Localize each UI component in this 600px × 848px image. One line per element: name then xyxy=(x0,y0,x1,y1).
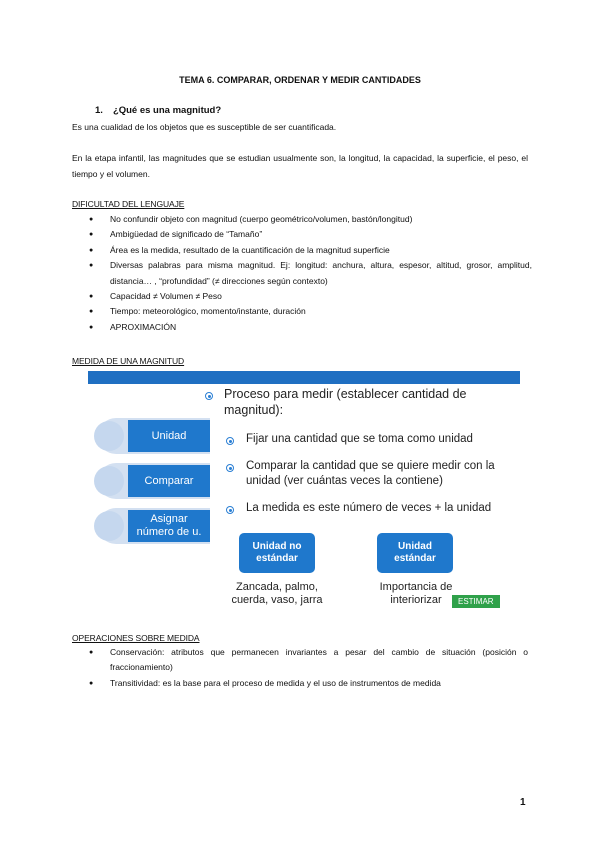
definition-text: Es una cualidad de los objetos que es susceptible de ser cuantificada. xyxy=(72,122,337,132)
list-item: ● APROXIMACIÓN xyxy=(72,320,532,335)
estimate-tag: ESTIMAR xyxy=(452,595,500,608)
sub-bullet-icon xyxy=(226,464,234,472)
sub-bullet-icon xyxy=(226,506,234,514)
list-item: ● Tiempo: meteorológico, momento/instante, duración xyxy=(72,304,532,319)
diagram-top-band xyxy=(88,371,520,384)
heading-text: ¿Qué es una magnitud? xyxy=(112,105,222,116)
page-number: 1 xyxy=(520,797,526,808)
sub-bullet-icon xyxy=(226,437,234,445)
operations-list xyxy=(72,645,528,691)
list-item: ● Diversas palabras para misma magnitud. Ej: longitud: anchura, altura, espesor, altitud, grosor, amplitud, distancia… , “profundidad” (≠ direcciones según contexto) xyxy=(72,258,532,289)
document-title: TEMA 6. COMPARAR, ORDENAR Y MEDIR CANTIDADES xyxy=(179,75,421,85)
unit-non-standard-box: Unidad no estándar xyxy=(239,533,315,573)
main-process-text: Proceso para medir (establecer cantidad de magnitud): xyxy=(224,387,467,417)
heading-number: 1. xyxy=(95,105,103,116)
sub-point-measure: La medida es este número de veces + la unidad xyxy=(246,502,492,514)
measure-process-diagram xyxy=(88,371,520,626)
unit-standard-box: Unidad estándar xyxy=(377,533,453,573)
list-item: ● Transitividad: es la base para el proceso de medida y el uso de instrumentos de medida xyxy=(72,676,528,691)
main-bullet-icon xyxy=(205,392,213,400)
unit-non-standard-caption: Zancada, palmo, cuerda, vaso, jarra xyxy=(231,581,323,606)
section-heading-measure: MEDIDA DE UNA MAGNITUD xyxy=(72,356,185,366)
step-comparar: Comparar xyxy=(128,465,210,497)
step-circle xyxy=(94,466,124,496)
step-circle xyxy=(94,511,124,541)
sub-point-fix-unit: Fijar una cantidad que se toma como unidad xyxy=(246,433,473,445)
difficulty-list xyxy=(72,212,532,335)
heading-what-is-magnitude xyxy=(95,104,221,118)
unit-standard-caption: Importancia de interiorizar xyxy=(379,581,453,606)
list-item: ● Capacidad ≠ Volumen ≠ Peso xyxy=(72,289,532,304)
step-asignar: Asignar número de u. xyxy=(128,510,210,542)
intro-paragraph: En la etapa infantil, las magnitudes que se estudian usualmente son, la longitud, la capacidad, la superficie, el peso, el tiempo y el volumen. xyxy=(72,153,528,179)
step-unidad: Unidad xyxy=(128,420,210,452)
sub-point-compare: Comparar la cantidad que se quiere medir con la unidad (ver cuántas veces la contiene) xyxy=(246,460,495,487)
section-heading-operations: OPERACIONES SOBRE MEDIDA xyxy=(72,633,200,643)
list-item: ● Área es la medida, resultado de la cuantificación de la magnitud superficie xyxy=(72,243,532,258)
list-item: ● Ambigüedad de significado de “Tamaño” xyxy=(72,227,532,242)
list-item: ● Conservación: atributos que permanecen invariantes a pesar del cambio de situación (posición o fraccionamiento) xyxy=(72,645,528,676)
list-item: ● No confundir objeto con magnitud (cuerpo geométrico/volumen, bastón/longitud) xyxy=(72,212,532,227)
section-heading-difficulty: DIFICULTAD DEL LENGUAJE xyxy=(72,199,185,209)
step-circle xyxy=(94,421,124,451)
